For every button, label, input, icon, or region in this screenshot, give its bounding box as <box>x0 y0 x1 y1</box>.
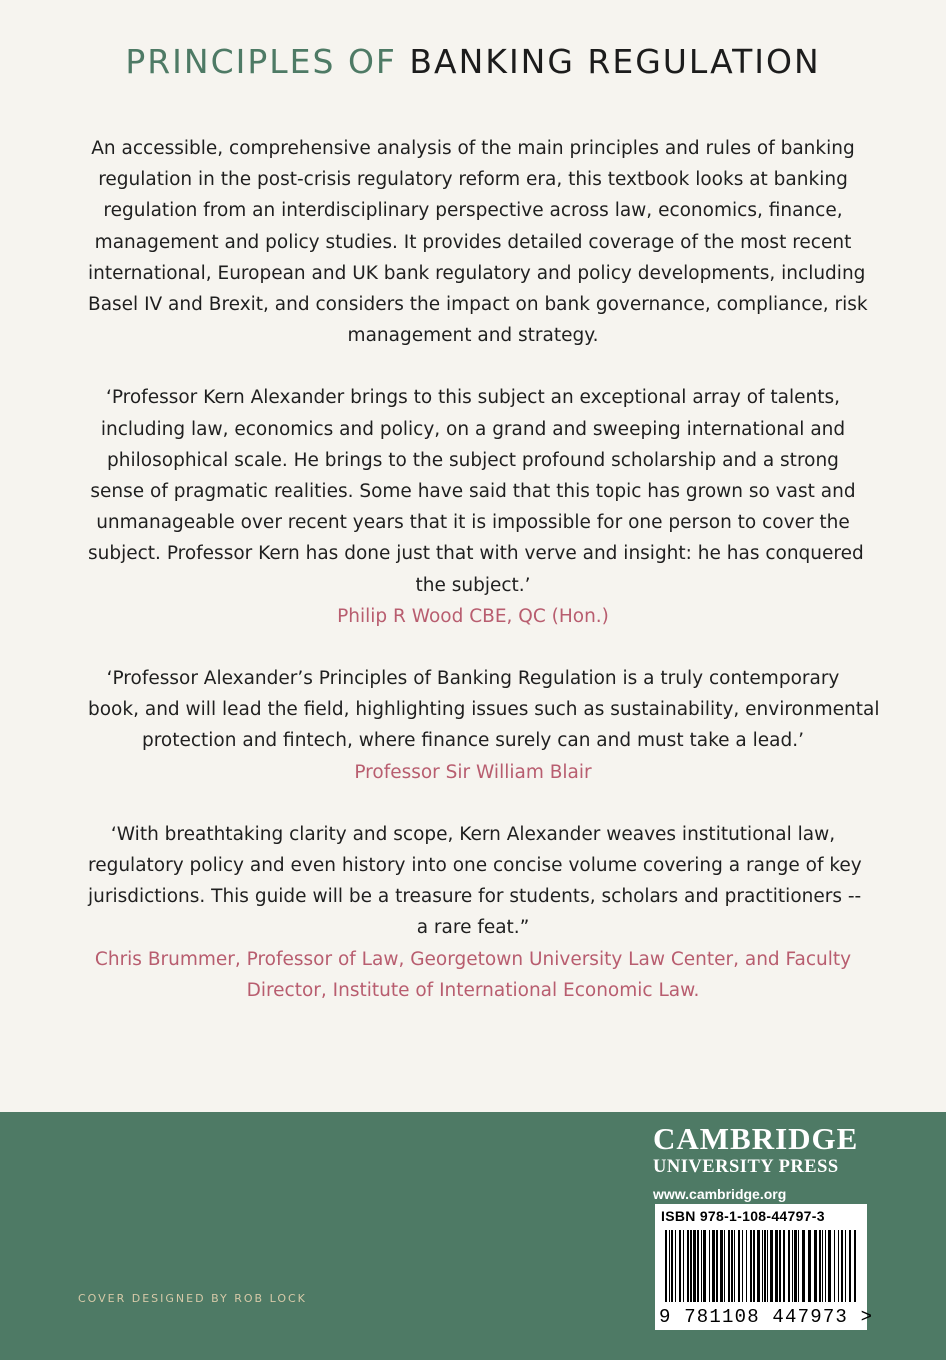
barcode-bar <box>783 1230 785 1302</box>
barcode-bar <box>757 1230 760 1302</box>
barcode-bar <box>838 1230 839 1302</box>
barcode-bar <box>770 1230 773 1302</box>
publisher-logo <box>653 1122 883 1202</box>
title-part-principles: PRINCIPLES OF <box>125 42 397 81</box>
endorsement-quote <box>88 819 862 944</box>
cover-designer-credit: COVER DESIGNED BY ROB LOCK <box>78 1292 307 1305</box>
barcode-bar <box>822 1230 823 1302</box>
barcode-bar <box>693 1230 696 1302</box>
barcode-bar <box>728 1230 730 1302</box>
barcode-bar <box>788 1230 790 1302</box>
endorsement-attribution: Director, Institute of International Economic Law. <box>246 979 700 1001</box>
quote-line: regulatory policy and even history into one concise volume covering a range of key <box>88 855 862 877</box>
quote-line: philosophical scale. He brings to the subject profound scholarship and a strong <box>107 449 839 471</box>
barcode-bar <box>841 1230 843 1302</box>
barcode-bar <box>825 1230 826 1302</box>
barcode-bar <box>746 1230 747 1302</box>
barcode-bar <box>687 1230 689 1302</box>
title-part-banking-regulation: BANKING REGULATION <box>409 42 821 81</box>
book-description <box>88 133 868 351</box>
barcode-bar <box>750 1230 752 1302</box>
publisher-press: UNIVERSITY PRESS <box>653 1157 839 1177</box>
barcode-bar <box>683 1230 684 1302</box>
description-line: management and policy studies. It provides detailed coverage of the most recent <box>94 231 852 253</box>
description-line: international, European and UK bank regulatory and policy developments, including <box>88 262 866 284</box>
barcode-bar <box>798 1230 799 1302</box>
quote-line: including law, economics and policy, on a grand and sweeping international and <box>100 418 846 440</box>
quote-line: ‘With breathtaking clarity and scope, Kern Alexander weaves institutional law, <box>110 823 836 845</box>
endorsement-quote <box>88 663 880 757</box>
barcode-bar <box>764 1230 766 1302</box>
endorsement-attribution: Philip R Wood CBE, QC (Hon.) <box>337 605 609 627</box>
back-cover-text <box>88 133 880 1037</box>
barcode-bar <box>703 1230 706 1302</box>
barcode-bar <box>671 1230 673 1302</box>
barcode-bar <box>679 1230 681 1302</box>
barcode-bar <box>716 1230 718 1302</box>
quote-line: ‘Professor Alexander’s Principles of Banking Regulation is a truly contemporary <box>106 668 840 690</box>
barcode-bar <box>767 1230 768 1302</box>
quote-line: book, and will lead the field, highlighting issues such as sustainability, environmental <box>88 699 880 721</box>
barcode-bar <box>834 1230 835 1302</box>
quote-line: a rare feat.” <box>416 917 530 939</box>
barcode-bar <box>734 1230 735 1302</box>
barcode-bar <box>669 1230 670 1302</box>
barcode-bar <box>819 1230 821 1302</box>
barcode-bar <box>665 1230 667 1302</box>
barcode-bar <box>742 1230 743 1302</box>
endorsement-quote <box>88 382 864 600</box>
barcode-bar <box>724 1230 725 1302</box>
quote-line: subject. Professor Kern has done just that with verve and insight: he has conquered <box>88 543 864 565</box>
endorsement-attribution: Chris Brummer, Professor of Law, Georgetown University Law Center, and Faculty <box>94 948 852 970</box>
barcode-bar <box>775 1230 778 1302</box>
barcode-bar <box>738 1230 740 1302</box>
description-line: regulation from an interdisciplinary perspective across law, economics, finance, <box>103 200 843 222</box>
barcode-bar <box>849 1230 851 1302</box>
barcode-bar <box>794 1230 797 1302</box>
publisher-url: www.cambridge.org <box>653 1186 787 1202</box>
quote-line: protection and fintech, where finance surely can and must take a lead.’ <box>141 730 805 752</box>
barcode-bar <box>720 1230 723 1302</box>
barcode-bar <box>792 1230 793 1302</box>
barcode-bar <box>779 1230 781 1302</box>
barcode-bar <box>675 1230 676 1302</box>
quote-line: unmanageable over recent years that it is impossible for one person to cover the <box>96 512 850 534</box>
barcode-bar <box>802 1230 805 1302</box>
description-line: Basel IV and Brexit, and considers the impact on bank governance, compliance, risk <box>88 294 868 316</box>
endorsement-wood <box>88 382 864 632</box>
endorsement-attribution: Professor Sir William Blair <box>354 761 592 783</box>
book-title <box>0 42 946 81</box>
isbn-number: ISBN 978-1-108-44797-3 <box>661 1208 825 1224</box>
publisher-name: CAMBRIDGE <box>653 1121 859 1156</box>
endorsement-brummer <box>88 819 862 1006</box>
endorsement-blair <box>88 663 880 788</box>
publisher-footer <box>0 1112 946 1360</box>
barcode-bar <box>690 1230 692 1302</box>
barcode-bar <box>828 1230 831 1302</box>
barcode-bar <box>701 1230 702 1302</box>
barcode-bar <box>709 1230 710 1302</box>
barcode-icon <box>661 1230 861 1304</box>
barcode-bar <box>814 1230 817 1302</box>
barcode-bar <box>854 1230 856 1302</box>
description-line: management and strategy. <box>347 325 599 347</box>
isbn-barcode <box>655 1204 874 1330</box>
barcode-bar <box>753 1230 755 1302</box>
quote-line: the subject.’ <box>415 574 531 596</box>
quote-line: sense of pragmatic realities. Some have said that this topic has grown so vast and <box>90 481 856 503</box>
barcode-bar <box>712 1230 715 1302</box>
barcode-bar <box>697 1230 699 1302</box>
description-line: regulation in the post-crisis regulatory reform era, this textbook looks at banking <box>98 169 848 191</box>
barcode-bar <box>762 1230 763 1302</box>
quote-line: jurisdictions. This guide will be a treasure for students, scholars and practitioners -- <box>88 886 862 908</box>
quote-line: ‘Professor Kern Alexander brings to this subject an exceptional array of talents, <box>105 387 841 409</box>
barcode-bar <box>731 1230 733 1302</box>
barcode-bar <box>845 1230 846 1302</box>
description-line: An accessible, comprehensive analysis of the main principles and rules of banking <box>91 138 855 159</box>
barcode-bar <box>808 1230 811 1302</box>
barcode-digits: 9 781108 447973 > <box>659 1306 874 1328</box>
